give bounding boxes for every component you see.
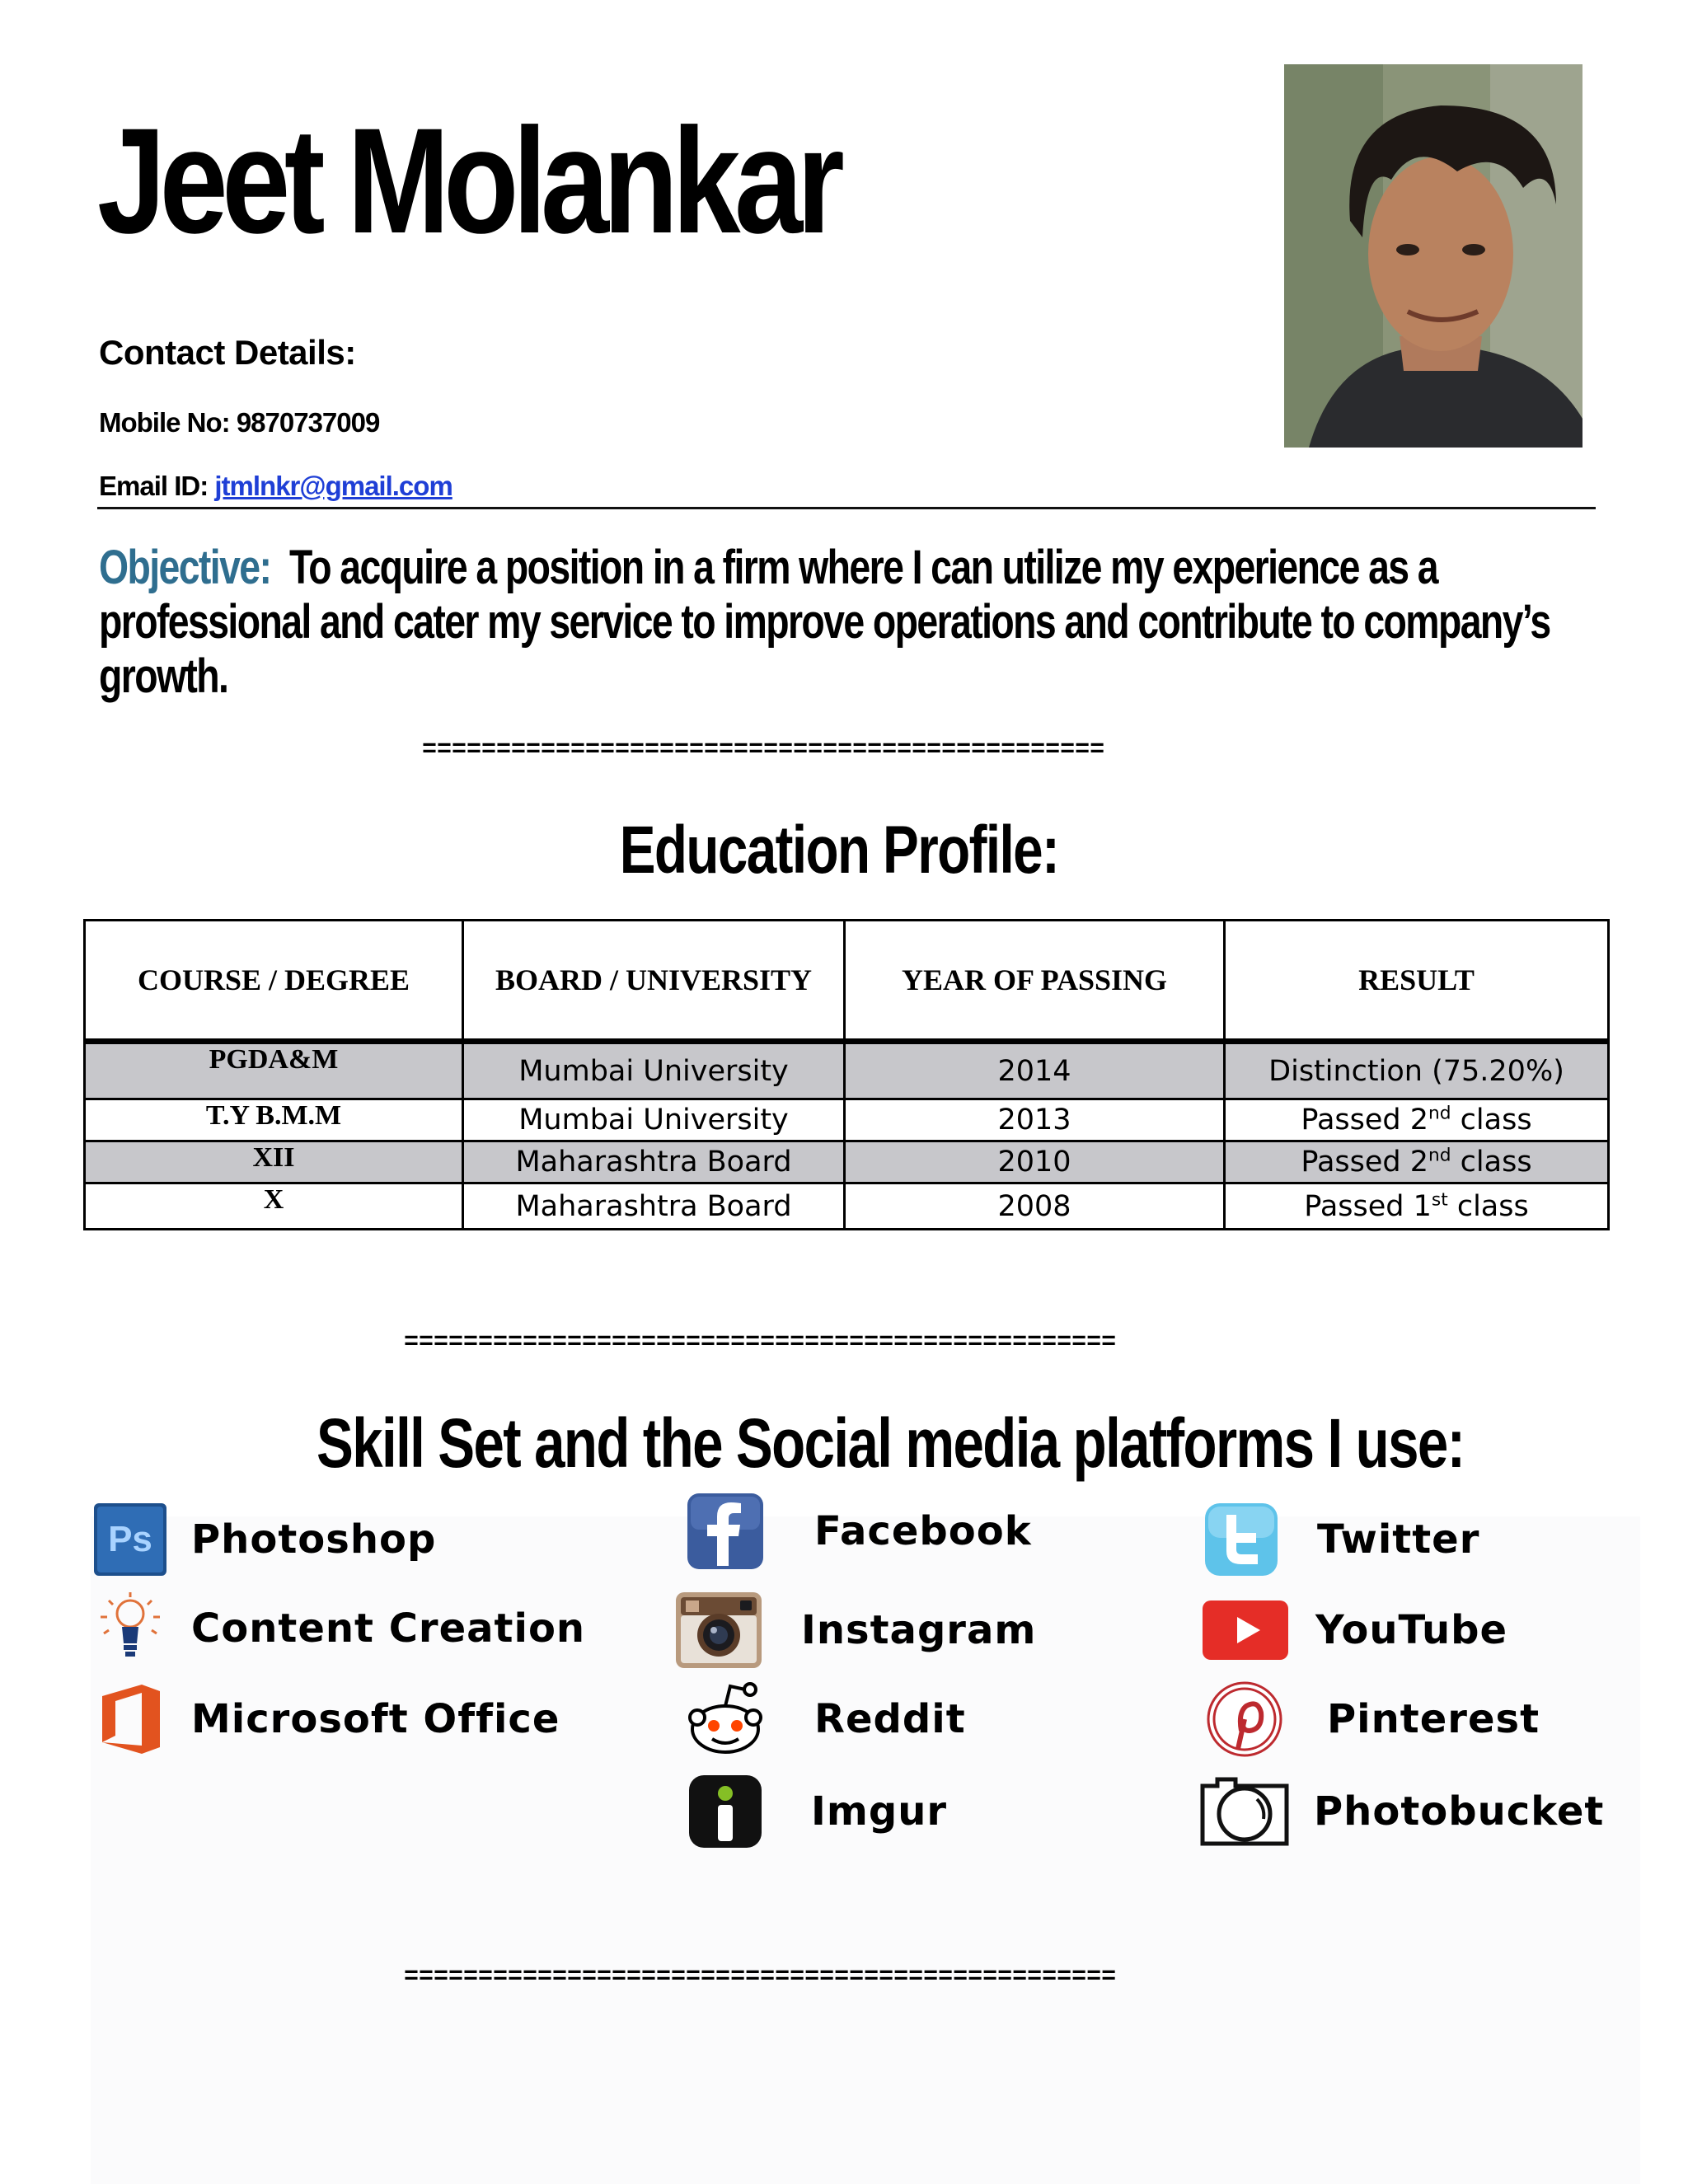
candidate-name: Jeet Molankar: [97, 96, 839, 265]
skill-content-creation: [89, 1587, 585, 1670]
instagram-icon: [671, 1589, 767, 1671]
education-title: Education Profile:: [619, 813, 1059, 888]
column-header-board: BOARD / UNIVERSITY: [463, 921, 845, 1042]
skill-label: Photoshop: [191, 1516, 437, 1563]
header-divider: [97, 507, 1596, 509]
imgur-icon: [684, 1770, 767, 1853]
result-cell: [1225, 1141, 1609, 1183]
mobile-label: Mobile No:: [99, 407, 237, 438]
skill-twitter: [1200, 1498, 1479, 1581]
table-row: [85, 1183, 1609, 1230]
year-cell: 2014: [845, 1042, 1225, 1099]
board-cell: Maharashtra Board: [463, 1183, 845, 1230]
skill-label: Facebook: [814, 1508, 1032, 1554]
skill-facebook: [684, 1490, 1032, 1572]
result-cell: Distinction (75.20%): [1225, 1042, 1609, 1099]
pinterest-icon: [1203, 1678, 1286, 1760]
result-suffix: class: [1447, 1189, 1529, 1223]
svg-text:Ps: Ps: [108, 1519, 152, 1559]
separator-line: ==============================================: [422, 736, 1105, 764]
skill-youtube: [1200, 1589, 1507, 1671]
result-cell: [1225, 1183, 1609, 1230]
twitter-icon: [1200, 1498, 1282, 1581]
objective-label: Objective:: [99, 541, 271, 594]
photoshop-icon: [89, 1498, 171, 1581]
skill-pinterest: [1203, 1678, 1540, 1760]
board-cell: Mumbai University: [463, 1042, 845, 1099]
mobile-value: 9870737009: [236, 407, 380, 438]
skill-label: Imgur: [811, 1788, 948, 1835]
skill-imgur: [684, 1770, 947, 1853]
year-cell: 2008: [845, 1183, 1225, 1230]
lightbulb-icon: [89, 1587, 171, 1670]
mobile-line: [99, 407, 379, 438]
year-cell: 2013: [845, 1099, 1225, 1141]
year-cell: 2010: [845, 1141, 1225, 1183]
objective-text: To acquire a position in a firm where I can utilize my experience as a professional and cater my service to improve operations and contribute to company’s growth.: [99, 541, 1550, 703]
board-cell: Maharashtra Board: [463, 1141, 845, 1183]
camera-icon: [1197, 1770, 1292, 1853]
skill-label: Microsoft Office: [191, 1696, 560, 1742]
result-suffix: class: [1451, 1104, 1532, 1137]
result-text: Passed 2: [1301, 1146, 1429, 1179]
skill-label: Content Creation: [191, 1605, 586, 1652]
skill-instagram: [671, 1589, 1036, 1671]
result-ordinal: st: [1431, 1188, 1448, 1210]
column-header-year: YEAR OF PASSING: [845, 921, 1225, 1042]
skills-title: Skill Set and the Social media platforms I use:: [316, 1404, 1465, 1482]
result-cell: [1225, 1099, 1609, 1141]
course-cell: T.Y B.M.M: [85, 1099, 463, 1141]
skill-photobucket: [1197, 1770, 1604, 1853]
skill-label: Instagram: [801, 1607, 1037, 1653]
skill-label: Twitter: [1317, 1516, 1480, 1563]
result-text: Passed 1: [1304, 1189, 1432, 1223]
skill-label: Pinterest: [1327, 1696, 1540, 1742]
profile-photo-illustration: [1284, 64, 1582, 448]
objective-paragraph: [99, 541, 1576, 704]
youtube-icon: [1200, 1589, 1291, 1671]
profile-photo: [1284, 64, 1582, 448]
column-header-result: RESULT: [1225, 921, 1609, 1042]
column-header-course: COURSE / DEGREE: [85, 921, 463, 1042]
skill-reddit: [684, 1678, 966, 1760]
skill-photoshop: [89, 1498, 436, 1581]
table-row: [85, 1141, 1609, 1183]
table-row: [85, 1099, 1609, 1141]
course-cell: PGDA&M: [85, 1042, 463, 1099]
skill-microsoft-office: [89, 1678, 560, 1760]
skill-label: YouTube: [1315, 1607, 1508, 1653]
education-table-header-row: [85, 921, 1609, 1042]
email-link[interactable]: jtmlnkr@gmail.com: [214, 471, 452, 501]
table-row: [85, 1042, 1609, 1099]
facebook-icon: [684, 1490, 767, 1572]
course-cell: XII: [85, 1141, 463, 1183]
office-icon: [89, 1678, 171, 1760]
result-text: Passed 2: [1301, 1104, 1429, 1137]
email-line: [99, 471, 452, 502]
result-ordinal: nd: [1428, 1145, 1451, 1166]
skill-label: Reddit: [814, 1696, 966, 1742]
contact-heading: Contact Details:: [99, 333, 356, 372]
separator-line: ================================================: [404, 1963, 1117, 1991]
result-ordinal: nd: [1428, 1103, 1451, 1124]
email-label: Email ID:: [99, 471, 215, 501]
skill-label: Photobucket: [1314, 1788, 1605, 1835]
board-cell: Mumbai University: [463, 1099, 845, 1141]
education-table: [83, 919, 1610, 1230]
separator-line: ================================================: [404, 1329, 1117, 1357]
course-cell: X: [85, 1183, 463, 1230]
reddit-icon: [684, 1678, 767, 1760]
result-suffix: class: [1451, 1146, 1532, 1179]
